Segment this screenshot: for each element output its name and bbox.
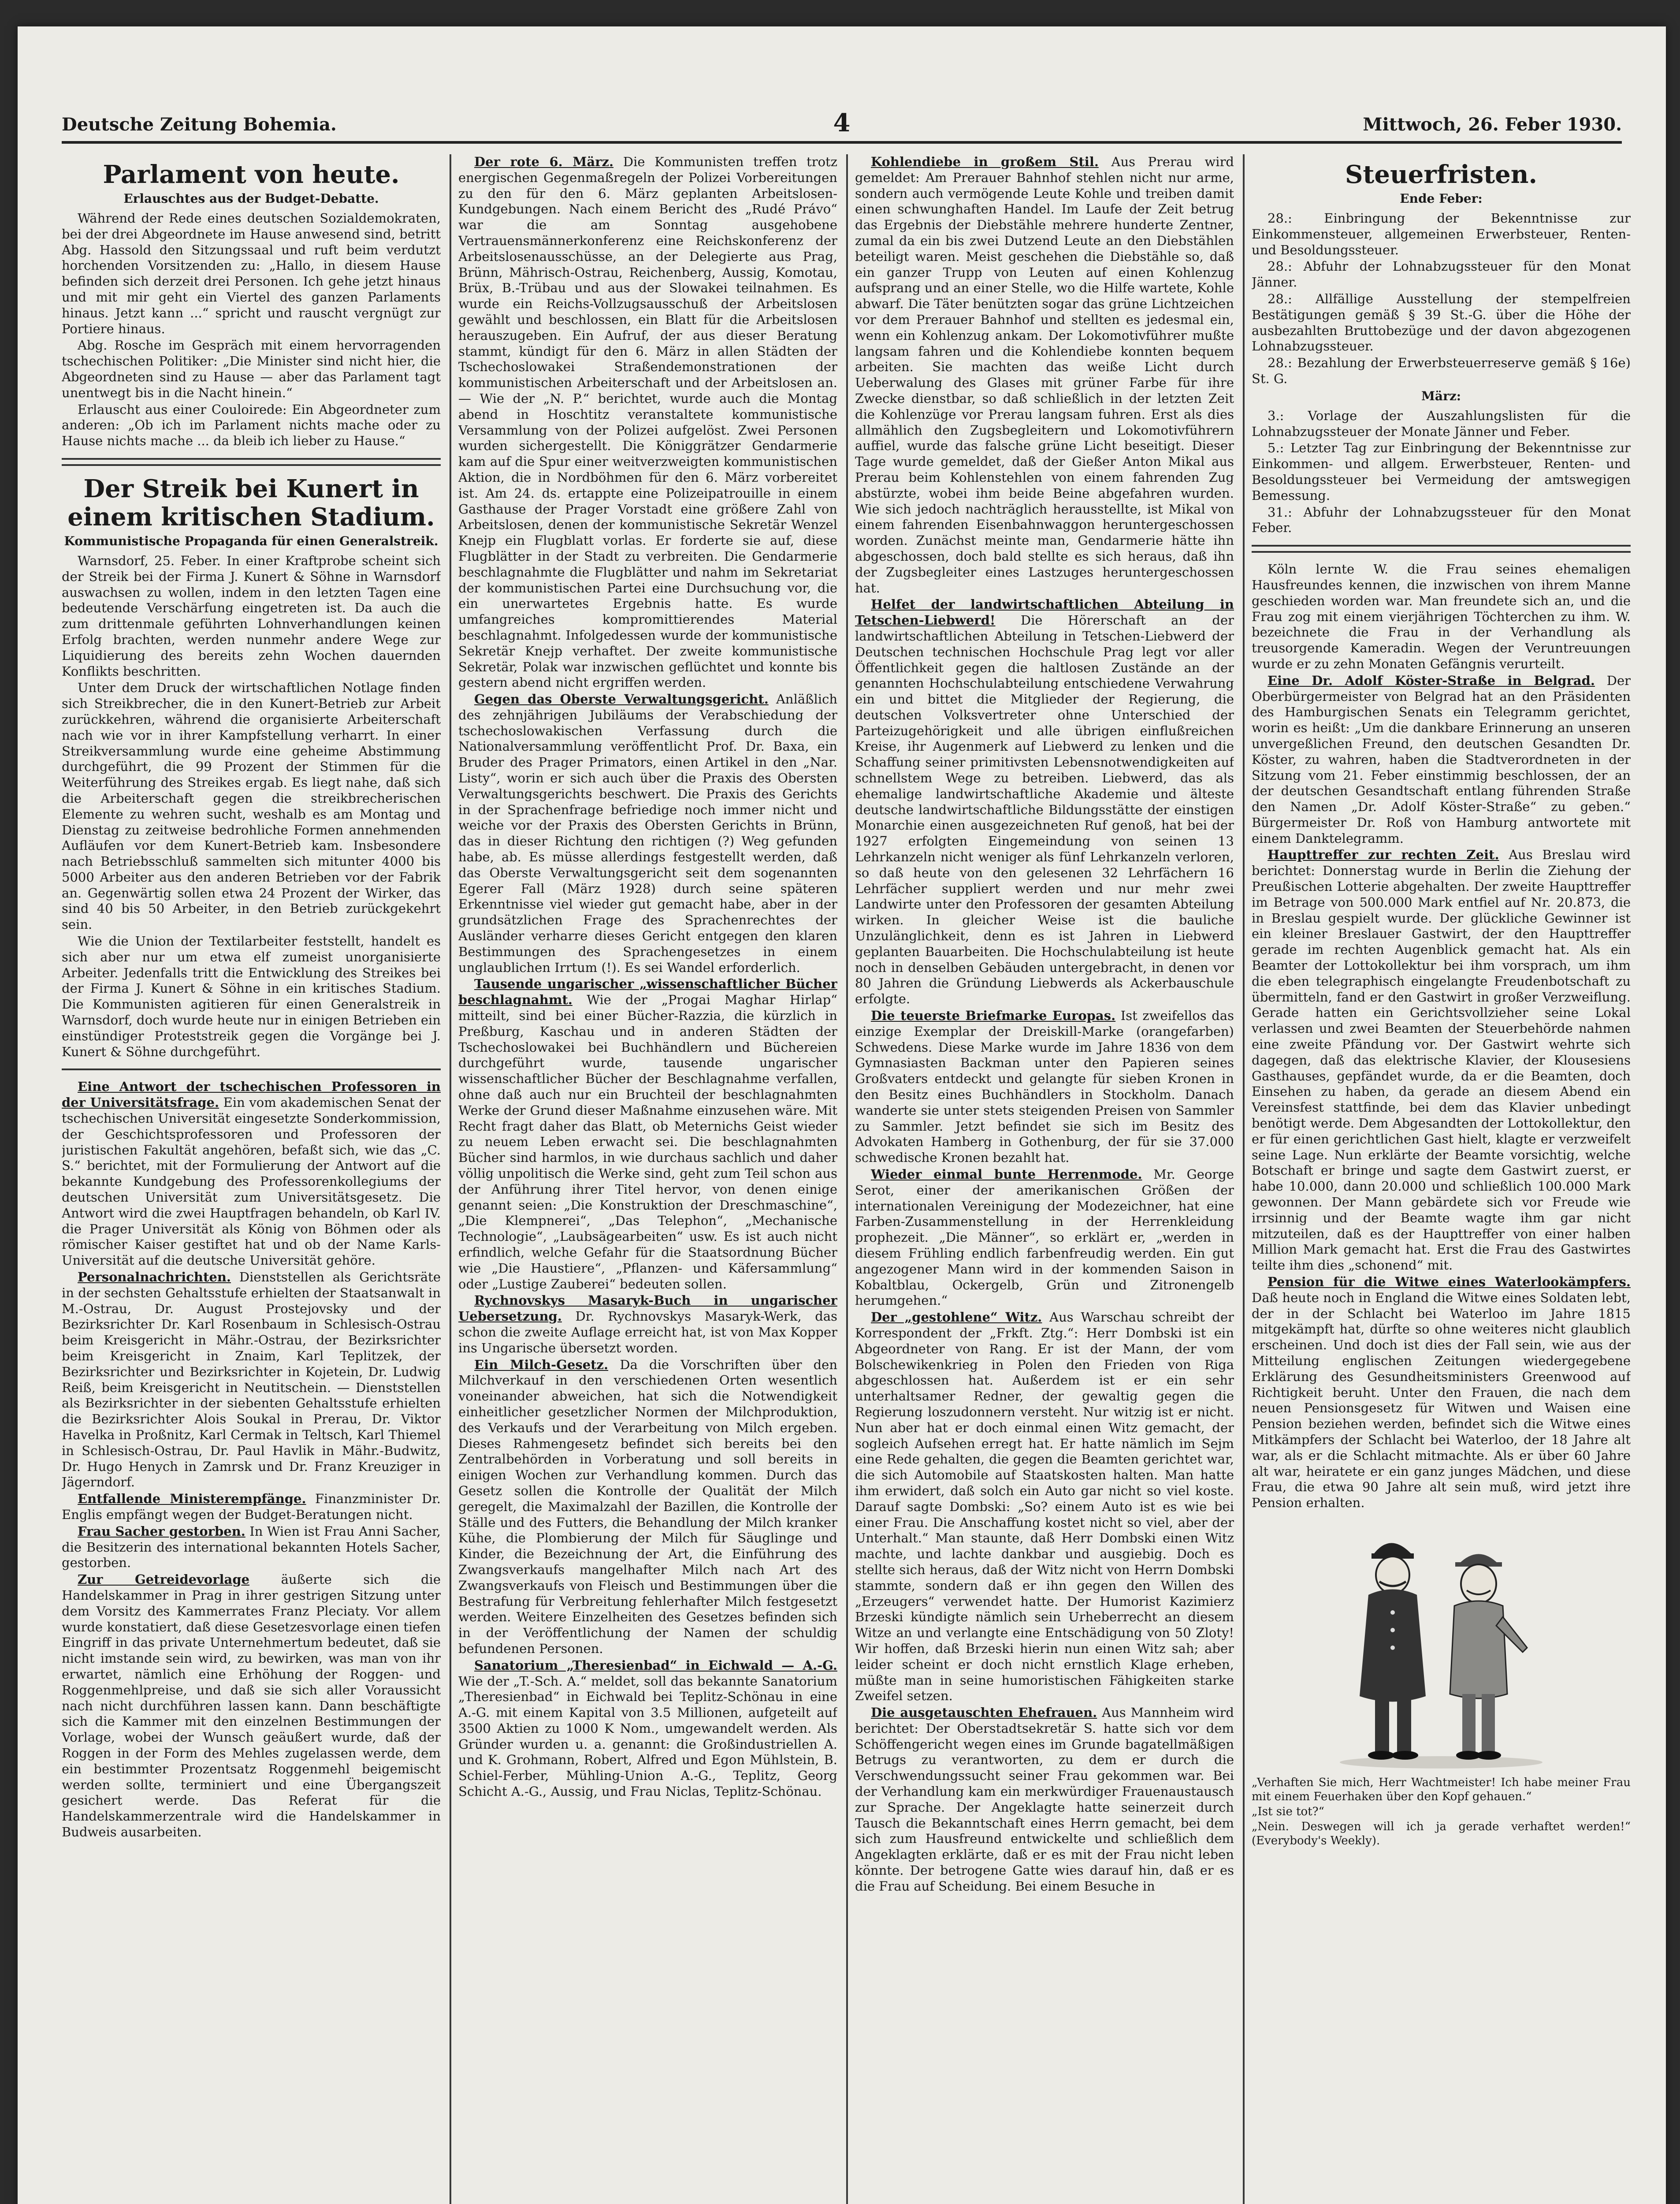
paragraph bbox=[855, 1705, 1234, 1895]
rubric: Haupttreffer zur rechten Zeit. bbox=[1267, 847, 1499, 863]
rubric: Sanatorium „Theresienbad“ in Eichwald — A.-G. bbox=[474, 1657, 837, 1673]
rubric: Frau Sacher gestorben. bbox=[78, 1523, 245, 1539]
rubric: Helfet der landwirtschaftlichen Abteilung in Tetschen-Liebwerd! bbox=[855, 597, 1234, 628]
rubric: Wieder einmal bunte Herrenmode. bbox=[871, 1167, 1142, 1182]
rubric: Die ausgetauschten Ehefrauen. bbox=[871, 1705, 1097, 1720]
paragraph bbox=[62, 1524, 441, 1571]
paragraph bbox=[458, 692, 837, 975]
paragraph: Erlauscht aus einer Couloirede: Ein Abgeordneter zum anderen: „Ob ich im Parlament nichts mache oder zu Hause nichts mache ... da bleib ich lieber zu Hause.“ bbox=[62, 402, 441, 449]
rubric: Tausende ungarischer „wissenschaftlicher Bücher beschlagnahmt. bbox=[458, 976, 837, 1008]
paragraph bbox=[1252, 847, 1631, 1273]
column-rule bbox=[846, 154, 848, 2204]
section-divider bbox=[62, 458, 441, 466]
paragraph-text: Ein vom akademischen Senat der tschechischen Universität eingesetzte Sonderkommission, der Geschichtsprofessoren und Professoren der juristischen Fakultät angehören, befaßt sich, wie das „C. S.“ berichtet, mit der Formulierung der Antwort auf die bekannte Kundgebung des Professorenkollegiums der deutschen Universität zum Universitätsgesetz. Die Antwort wird die zwei Hauptfragen behandeln, ob Karl IV. die Prager Universität als König von Böhmen oder als römischer Kaiser gestiftet hat und ob der Name Karls-Universität auf die deutsche Universität gehöre. bbox=[62, 1095, 441, 1268]
paragraph bbox=[855, 597, 1234, 1007]
newspaper-page bbox=[18, 26, 1666, 2204]
rubric: Rychnovskys Masaryk-Buch in ungarischer Uebersetzung. bbox=[458, 1293, 837, 1324]
cartoon-illustration bbox=[1327, 1524, 1556, 1771]
paragraph-text: Die Hörerschaft an der landwirtschaftlichen Abteilung in Tetschen-Liebwerd der Deutschen technischen Hochschule Prag legt vor aller Öffentlichkeit gegen die haltlosen Zustände an der genannten Hochschulabteilung entschiedene Verwahrung ein und bittet die Mitglieder der Regierung, die deutschen Volksvertreter ohne Unterschied der Parteizugehörigkeit und alle übrigen einflußreichen Kreise, ihr Augenmerk auf Liebwerd zu lenken und die Schaffung seiner primitivsten Lebensnotwendigkeiten auf schnellstem Wege zu betreiben. Liebwerd, das als ehemalige landwirtschaftliche Akademie und älteste deutsche landwirtschaftliche Bildungsstätte der einstigen Monarchie einen ausgezeichneten Ruf genoß, hat bei der 1927 erfolgten Eingemeindung von seinen 13 Lehrkanzeln nicht weniger als fünf Lehrkanzeln verloren, so daß heute von den gelesenen 32 Lehrfächern 16 Lehrfächer suppliert werden und nur mehr zwei Landwirte unter den Professoren der gesamten Abteilung wirken. In gleicher Weise ist die bauliche Unzulänglichkeit, denn es ist Jahren in Liebwerd geplanten Bauarbeiten. Die Hochschulabteilung ist heute noch in denselben Gebäuden untergebracht, in denen vor 80 Jahren die Gründung Liebwerds als Ackerbauschule erfolgte. bbox=[855, 613, 1234, 1007]
column-4 bbox=[1252, 154, 1631, 2204]
paragraph-text: Wie der „T.-Sch. A.“ meldet, soll das bekannte Sanatorium „Theresienbad“ in Eichwald bei Teplitz-Schönau in eine A.-G. mit einem Kapital von 3.5 Millionen, aufgeteilt auf 3500 Aktien zu 1000 K Nom., umgewandelt werden. Als Gründer wurden u. a. genannt: die Großindustriellen A. und K. Grohmann, Robert, Alfred und Egon Mühlstein, B. Schiel-Ferber, Mühling-Union A.-G., Teplitz, Georg Schicht A.-G., Aussig, und Frau Niclas, Teplitz-Schönau. bbox=[458, 1673, 837, 1799]
paragraph: Warnsdorf, 25. Feber. In einer Kraftprobe scheint sich der Streik bei der Firma J. Kunert & Söhne in Warnsdorf auswachsen zu wollen, indem in den letzten Tagen eine bedeutende Verschärfung eingetreten ist. Da auch die zum drittenmale geführten Lohnverhandlungen keinen Erfolg brachten, werden nunmehr andere Wege zur Liquidierung des bereits zehn Wochen dauernden Konflikts beschritten. bbox=[62, 553, 441, 679]
rubric: Ein Milch-Gesetz. bbox=[474, 1357, 609, 1372]
rubric: Der rote 6. März. bbox=[474, 154, 614, 169]
paragraph bbox=[458, 976, 837, 1292]
header-date: Mittwoch, 26. Feber 1930. bbox=[1363, 114, 1622, 135]
headline-parlament: Parlament von heute. bbox=[103, 160, 400, 189]
paragraph: 28.: Bezahlung der Erwerbsteuerreserve gemäß § 16e) St. G. bbox=[1252, 355, 1631, 386]
subhead-ende-feber: Ende Feber: bbox=[1400, 191, 1483, 206]
paragraph-text: Aus Prerau wird gemeldet: Am Prerauer Bahnhof stehlen nicht nur arme, sondern auch vermögende Leute Kohle und treiben damit einen schwunghaften Handel. Im Laufe der Zeit betrug das Ergebnis der Diebstähle mehrere hunderte Zentner, zumal da ein bis zwei Dutzend Leute an den Diebstählen beteiligt waren. Meist geschehen die Diebstähle so, daß ein ganzer Trupp von Leuten auf einen Kohlenzug aufsprang und an einer Stelle, wo die Hilfe wartete, Kohle abwarf. Die Täter benützten sogar das grüne Lichtzeichen vor dem Prerauer Bahnhof und stellten es jedesmal ein, wenn ein Kohlenzug ankam. Der Lokomotivführer mußte langsam fahren und die Kohlendiebe konnten bequem arbeiten. Sie machten das weiße Licht durch Ueberwalung des Glases mit grüner Farbe für ihre Zwecke dienstbar, so daß schließlich in der letzten Zeit die Kohlenzüge vor Prerau langsam fuhren. Erst als dies allmählich den Zugsbegleitern und Lokomotivführern auffiel, wurde das falsche grüne Licht beseitigt. Dieser Tage wurde gemeldet, daß der Gießer Anton Mikal aus Prerau beim Kohlenstehlen von einem fahrenden Zug abstürzte, wobei ihm beide Beine abgefahren wurden. Wie sich jedoch nachträglich herausstellte, ist Mikal von einem fahrenden Eisenbahnwaggon heruntergeschossen worden. Zunächst meinte man, Gendarmerie hätte ihn abgeschossen, doch bald stellte es sich heraus, daß ihn der Zugsbegleiter eines Lastzuges heruntergeschossen hat. bbox=[855, 154, 1234, 596]
rubric: Gegen das Oberste Verwaltungsgericht. bbox=[474, 692, 769, 707]
cartoon-caption: „Ist sie tot?“ bbox=[1252, 1805, 1324, 1818]
paragraph-text: Ist zweifellos das einzige Exemplar der Dreiskill-Marke (orangefarben) Schwedens. Diese Marke wurde im Jahre 1836 von dem Gymnasiasten Backman unter den Papieren seines Großvaters entdeckt und gelangte für sieben Kronen in den Besitz eines Buchhändlers in Stockholm. Danach wanderte sie unter stets steigenden Preisen von Sammler zu Sammler. Jetzt befindet sie sich im Besitz des Advokaten Hamberg in Gothenburg, der für sie 37.000 schwedische Kronen bezahlt hat. bbox=[855, 1008, 1234, 1165]
subhead-maerz: März: bbox=[1421, 388, 1461, 403]
section-divider bbox=[1252, 545, 1631, 553]
paragraph bbox=[855, 1310, 1234, 1704]
rubric: Pension für die Witwe eines Waterlookämpfers. bbox=[1267, 1274, 1631, 1289]
cartoon-caption: „Nein. Deswegen will ich ja gerade verhaftet werden!“ (Everybody's Weekly). bbox=[1252, 1820, 1631, 1847]
headline-streik: Der Streik bei Kunert in einem kritischen Stadium. bbox=[67, 474, 435, 532]
paragraph: 28.: Einbringung der Bekenntnisse zur Einkommensteuer, allgemeinen Erwerbsteuer, Renten- und Besoldungssteuer. bbox=[1252, 211, 1631, 257]
rubric: Die teuerste Briefmarke Europas. bbox=[871, 1008, 1116, 1024]
column-2 bbox=[458, 154, 837, 2204]
cartoon-caption: „Verhaften Sie mich, Herr Wachtmeister! Ich habe meiner Frau mit einem Feuerhaken über den Kopf gehauen.“ bbox=[1252, 1776, 1631, 1803]
paragraph bbox=[458, 1658, 837, 1800]
paragraph: 28.: Allfällige Ausstellung der stempelfreien Bestätigungen gemäß § 39 St.-G. über die Höhe der ausbezahlten Bruttobezüge und der davon abgezogenen Lohnabzugssteuer. bbox=[1252, 291, 1631, 354]
rubric: Eine Dr. Adolf Köster-Straße in Belgrad. bbox=[1267, 673, 1595, 688]
paragraph: Unter dem Druck der wirtschaftlichen Notlage finden sich Streikbrecher, die in den Kunert-Betrieb zur Arbeit zurückkehren, während die organisierte Arbeiterschaft nach wie vor in ihrer Kampfstellung verharrt. In einer Streikversammlung wurde eine geheime Abstimmung durchgeführt, die 99 Prozent der Stimmen für die Weiterführung des Streikes ergab. Es liegt nahe, daß sich die Arbeiterschaft gegen die streikbrecherischen Elemente zu wehren sucht, weshalb es am Montag und Dienstag zu zeitweise bedrohliche Formen annehmenden Aufläufen vor dem Kunert-Betrieb kam. Insbesondere nach Betriebsschluß sammelten sich mitunter 4000 bis 5000 Arbeiter aus den anderen Betrieben vor der Fabrik an. Gegenwärtig sollen etwa 24 Prozent der Wirker, das sind 40 bis 50 Arbeiter, in den Betrieb zurückgekehrt sein. bbox=[62, 680, 441, 932]
paragraph bbox=[62, 1491, 441, 1523]
rubric: Der „gestohlene“ Witz. bbox=[871, 1310, 1042, 1325]
column-rule bbox=[450, 154, 451, 2204]
paragraph-text: Aus Breslau wird berichtet: Donnerstag wurde in Berlin die Ziehung der Preußischen Lotterie abgehalten. Der zweite Haupttreffer im Betrage von 500.000 Mark entfiel auf Nr. 20.873, die in Breslau gespielt wurde. Der glückliche Gewinner ist ein kleiner Breslauer Gastwirt, der den Haupttreffer gerade im rechten Augenblick gemacht hat. Als ein Beamter der Lottokollektur bei ihm vorsprach, um ihm die eben telegraphisch eingelangte Freudenbotschaft zu übermitteln, fand er den Gastwirt in großer Verzweiflung. Gerade hatten ein Gerichtsvollzieher seine Lokal verlassen und zwei Beamten der Steuerbehörde nahmen eine zweite Pfändung vor. Der Gastwirt wehrte sich dagegen, daß das elektrische Klavier, der Klousesiens Gasthauses, gepfändet wurde, da er die Beamten, doch Einsehen zu haben, da gerade an diesem Abend ein Vereinsfest stattfinde, bei dem das Klavier unbedingt benötigt werde. Dem Abgesandten der Lottokollektur, den er für einen gerichtlichen Gast hielt, klagte er verzweifelt seine Lage. Nun erklärte der Beamte vorsichtig, welche Botschaft er bringe und sagte dem Gastwirt zuerst, er habe 10.000, dann 20.000 und schließlich 100.000 Mark gewonnen. Der Mann gebärdete sich vor Freude wie irrsinnig und der Beamte wagte ihm gar nicht mitzuteilen, daß es der Haupttreffer von einer halben Million Mark gemacht hat. Erst die Frau des Gastwirtes teilte ihm dies „schonend“ mit. bbox=[1252, 847, 1631, 1273]
subhead-parlament: Erlauschtes aus der Budget-Debatte. bbox=[123, 191, 379, 206]
paragraph-text: Dr. Rychnovskys Masaryk-Werk, das schon die zweite Auflage erreicht hat, ist von Max Kopper ins Ungarische übersetzt worden. bbox=[458, 1309, 837, 1355]
paragraph-text: Der Oberbürgermeister von Belgrad hat an den Präsidenten des Hamburgischen Senats ein Telegramm gerichtet, worin es heißt: „Um die dankbare Erinnerung an unseren unvergeßlichen Freund, den deutschen Gesandten Dr. Köster, zu wahren, haben die Stadtverordneten in der Sitzung vom 21. Feber einstimmig beschlossen, der an der deutschen Gesandtschaft entlang führenden Straße den Namen „Dr. Adolf Köster-Straße“ zu geben.“ Bürgermeister Dr. Roß von Hamburg antwortete mit einem Danktelegramm. bbox=[1252, 673, 1631, 846]
subhead-streik: Kommunistische Propaganda für einen Generalstreik. bbox=[64, 533, 439, 548]
page-number: 4 bbox=[833, 108, 851, 138]
header-masthead: Deutsche Zeitung Bohemia. bbox=[62, 114, 337, 135]
paragraph: 28.: Abfuhr der Lohnabzugssteuer für den Monat Jänner. bbox=[1252, 259, 1631, 290]
paragraph bbox=[855, 154, 1234, 596]
column-rule bbox=[1243, 154, 1245, 2204]
paragraph bbox=[458, 154, 837, 691]
rubric: Kohlendiebe in großem Stil. bbox=[871, 154, 1099, 169]
paragraph: Wie die Union der Textilarbeiter feststellt, handelt es sich aber nur um etwa elf zumeist unorganisierte Arbeiter. Jedenfalls tritt die Entwicklung des Streikes bei der Firma J. Kunert & Söhne in ein kritisches Stadium. Die Kommunisten agitieren für einen Generalstreik in Warnsdorf, doch wurde heute nur in einigen Betrieben ein einstündiger Proteststreik gegen die Vorgänge bei J. Kunert & Söhne durchgeführt. bbox=[62, 934, 441, 1059]
paragraph: 31.: Abfuhr der Lohnabzugssteuer für den Monat Feber. bbox=[1252, 504, 1631, 536]
rubric: Eine Antwort der tschechischen Professoren in der Universitätsfrage. bbox=[62, 1079, 441, 1110]
paragraph bbox=[1252, 1274, 1631, 1511]
paragraph: Köln lernte W. die Frau seines ehemaligen Hausfreundes kennen, die inzwischen von ihrem Manne geschieden worden war. Man freundete sich an, und die Frau zog mit einem vierjährigen Töchterchen zu ihm. W. bezeichnete die Frau in der Verhandlung als treusorgende Kameradin. Wegen der Veruntreuungen wurde er zu zehn Monaten Gefängnis verurteilt. bbox=[1252, 562, 1631, 671]
paragraph bbox=[1252, 673, 1631, 847]
paragraph bbox=[458, 1357, 837, 1657]
paragraph: Während der Rede eines deutschen Sozialdemokraten, bei der drei Abgeordnete im Hause anwesend sind, betritt Abg. Hassold den Sitzungssaal und ruft beim verdutzt horchenden Vorsitzenden zu: „Hallo, in diesem Hause befinden sich derzeit drei Personen. Ich gehe jetzt hinaus und mit mir geht ein Viertel des ganzen Parlaments hinaus. Jetzt kann ...“ spricht und rauscht vergnügt zur Portiere hinaus. bbox=[62, 211, 441, 336]
paragraph-text: In Wien ist Frau Anni Sacher, die Besitzerin des international bekannten Hotels Sacher, gestorben. bbox=[62, 1523, 441, 1571]
paragraph-text: Mr. George Serot, einer der amerikanischen Größen der internationalen Vereinigung der Modezeichner, hat eine Farben-Zusammenstellung in der Herrenkleidung prophezeit. „Die Männer“, so erklärt er, „werden in diesem Frühling endlich farbenfreudig werden. Ein gut angezogener Mann wird in der kommenden Saison in Kobaltblau, Ockergelb, Grün und Zitronengelb herumgehen.“ bbox=[855, 1167, 1234, 1308]
paragraph-text: Aus Mannheim wird berichtet: Der Oberstadtsekretär S. hatte sich vor dem Schöffengericht wegen eines im Grunde bagatellmäßigen Betrugs zu verantworten, zu dem er durch die Verschwendungssucht seiner Frau gekommen war. Bei der Verhandlung kam ein merkwürdiger Frauenaustausch zur Sprache. Der Angeklagte hatte seinerzeit durch Tausch die Bekanntschaft eines Herrn gemacht, bei dem sich zum Hausfreund entwickelte und schließlich dem Angeklagten erklärte, daß er es mit der Frau nicht leben könnte. Der betrogene Gatte wies darauf hin, daß er es die Frau auf Scheidung. Bei einem Besuche in bbox=[855, 1705, 1234, 1894]
paragraph-text: Die Kommunisten treffen trotz energischen Gegenmaßregeln der Polizei Vorbereitungen zu den für den 6. März geplanten Arbeitslosen-Kundgebungen. Nach einem Bericht des „Rudé Právo“ war die am Sonntag ausgehobene Vertrauensmännerkonferenz eine Reichskonferenz der Arbeitslosenausschüsse, an der Delegierte aus Prag, Brünn, Mährisch-Ostrau, Reichenberg, Aussig, Komotau, Brüx, B.-Trübau und aus der Slowakei teilnahmen. Es wurde ein Reichs-Vollzugsausschuß der Arbeitslosen gewählt und beschlossen, ein Blatt für die Arbeitslosen herauszugeben. Ein Aufruf, der aus dieser Beratung stammt, kündigt für den 6. März in allen Städten der Tschechoslowakei Straßendemonstrationen der kommunistischen Arbeiterschaft und der Arbeitslosen an. — Wie der „N. P.“ berichtet, wurde auch die Montag abend in Hoschtitz veranstaltete kommunistische Versammlung von der Polizei aufgelöst. Zwei Personen wurden sichergestellt. Die Königgrätzer Gendarmerie kam auf die Spur einer weitverzweigten kommunistischen Aktion, die in Nordböhmen für den 6. März vorbereitet ist. Am 24. ds. ertappte eine Polizeipatrouille in einem Gasthause der Prager Vorstadt eine größere Zahl von Arbeitslosen, denen der kommunistische Sekretär Wenzel Knejp ein Flugblatt vorlas. Er forderte sie auf, diese Flugblätter in der Stadt zu verbreiten. Die Gendarmerie beschlagnahmte die Flugblätter und nahm im Sekretariat der kommunistischen Partei eine Durchsuchung vor, die ein unerwartetes Ergebnis hatte. Es wurde umfangreiches kompromittierendes Material beschlagnahmt. Infolgedessen wurde der kommunistische Sekretär Knejp verhaftet. Der zweite kommunistische Sekretär, Polak war inzwischen geflüchtet und konnte bis gestern abend nicht ergriffen werden. bbox=[458, 154, 837, 690]
paragraph-text: Aus Warschau schreibt der Korrespondent der „Frkft. Ztg.“: Herr Dombski ist ein Abgeordneter von Rang. Er ist der Mann, der vom Bolschewikenkrieg in Polen den Frieden von Riga abgeschlossen hat. Außerdem ist er ein sehr unterhaltsamer Redner, der gewaltig gegen die Regierung loszudonnern versteht. Nur witzig ist er nicht. Nun aber hat er doch einmal einen Witz gemacht, der sogleich Aufsehen erregt hat. Er hatte nämlich im Sejm eine Rede gehalten, die gegen die Beamten gerichtet war, die sich Automobile auf Staatskosten halten. Man hatte ihm erwidert, daß solch ein Auto gar nicht so viel koste. Darauf sagte Dombski: „So? einem Auto ist es wie bei einer Frau. Die Anschaffung kostet nicht so viel, aber der Unterhalt.“ Man staunte, daß Herr Dombski einen Witz machte, und lachte dankbar und ausgiebig. Doch es stellte sich heraus, daß der Witz nicht von Herrn Dombski stammte, sondern daß er ihn gegen den Willen des „Erzeugers“ verwendet hatte. Der Humorist Kazimierz Brzeski kündigte nämlich sein Urheberrecht an diesem Witze an und verlangte eine Entschädigung von 50 Zloty! Wir hoffen, daß Brzeski hierin nun einen Witz sah; aber leider scheint er doch nicht ernstlich Klage erheben, müßte man in seine humoristischen Fähigkeiten starke Zweifel setzen. bbox=[855, 1310, 1234, 1704]
paragraph bbox=[62, 1079, 441, 1269]
paragraph-text: Finanzminister Dr. Englis empfängt wegen der Budget-Beratungen nicht. bbox=[62, 1491, 441, 1522]
rubric: Personalnachrichten. bbox=[78, 1270, 231, 1285]
paragraph bbox=[458, 1293, 837, 1356]
paragraph-text: Dienststellen als Gerichtsräte in der sechsten Gehaltsstufe erhielten der Staatsanwalt in M.-Ostrau, Dr. August Prostejovsky und der Bezirksrichter Dr. Karl Rosenbaum in Schlesisch-Ostrau beim Kreisgericht in Mähr.-Ostrau, der Bezirksrichter beim Kreisgericht in Znaim, Karl Teplitzek, der Bezirksrichter und Bezirksrichter in Kojetein, Dr. Ludwig Reiß, beim Kreisgericht in Neutitschein. — Dienststellen als Bezirksrichter in der siebenten Gehaltsstufe erhielten die Bezirksrichter Alois Soukal in Prerau, Dr. Viktor Havelka in Proßnitz, Karl Cermak in Teltsch, Karl Thiemel in Schlesisch-Ostrau, Dr. Paul Havlik in Mähr.-Budwitz, Dr. Hugo Henych in Zamrsk und Dr. Franz Kreuziger in Jägerndorf. bbox=[62, 1270, 441, 1490]
paragraph bbox=[855, 1008, 1234, 1166]
paragraph: Abg. Rosche im Gespräch mit einem hervorragenden tschechischen Politiker: „Die Minister sind nicht hier, die Abgeordneten sind zu Hause — aber das Parlament tagt unentwegt bis in die Nacht hinein.“ bbox=[62, 338, 441, 400]
paragraph bbox=[62, 1572, 441, 1840]
columns bbox=[62, 154, 1631, 2204]
headline-steuerfristen: Steuerfristen. bbox=[1345, 160, 1537, 189]
paragraph-text: äußerte sich die Handelskammer in Prag in ihrer gestrigen Sitzung unter dem Vorsitz des Kammerrates Franz Pleciaty. Vor allem wurde konstatiert, daß diese Gesetzesvorlage einen tiefen Eingriff in das private Unternehmertum bedeutet, daß sie nicht imstande sein wird, zu bewirken, was man von ihr erwartet, nämlich eine Erhöhung der Roggen- und Roggenmehlpreise, und daß sie sich aller Voraussicht nach nicht durchführen lassen kann. Dann beschäftigte sich die Kammer mit den einzelnen Bestimmungen der Vorlage, wobei der Wunsch geäußert wurde, daß der Roggen in der Form des Mehles zugelassen werde, dem ein bestimmter Prozentsatz Roggenmehl beigemischt werden sollte, terminiert und eine Übergangszeit gesichert werde. Das Referat für die Handelskammerzentrale wird die Handelskammer in Budweis ausarbeiten. bbox=[62, 1572, 441, 1839]
paragraph bbox=[62, 1270, 441, 1490]
cartoon-drawing bbox=[1327, 1524, 1556, 1771]
paragraph-text: Daß heute noch in England die Witwe eines Soldaten lebt, der in der Schlacht bei Waterloo im Jahre 1815 mitgekämpft hat, dürfte so ohne weiteres nicht glaublich erscheinen. Und doch ist dies der Fall sein, wie aus der Mitteilung englischen Zeitungen wiedergegebene Erklärung des Gesundheitsministers Greenwood auf Richtigkeit beruht. Unter den Frauen, die nach dem neuen Pensionsgesetz für Witwen und Waisen eine Pension beziehen werden, befindet sich die Witwe eines Mitkämpfers der Schlacht bei Waterloo, der 18 Jahre alt war, als er die Schlacht mitmachte. Als er über 60 Jahre alt war, heiratete er ein ganz junges Mädchen, und diese Frau, die etwa 90 Jahre alt sein muß, wird jetzt ihre Pension erhalten. bbox=[1252, 1290, 1631, 1511]
rubric: Entfallende Ministerempfänge. bbox=[78, 1491, 306, 1507]
column-1 bbox=[62, 154, 441, 2204]
rubric: Zur Getreidevorlage bbox=[78, 1572, 250, 1587]
paragraph: 5.: Letzter Tag zur Einbringung der Bekenntnisse zur Einkommen- und allgem. Erwerbsteuer, Renten- und Besoldungssteuer bei Vermeidung der amtswegigen Bemessung. bbox=[1252, 440, 1631, 503]
page-header bbox=[62, 101, 1622, 144]
column-3 bbox=[855, 154, 1234, 2204]
paragraph-text: Wie der „Progai Maghar Hirlap“ mitteilt, sind bei einer Bücher-Razzia, die kürzlich in Preßburg, Kaschau und in anderen Städten der Tschechoslowakei bei Buchhändlern und Büchereien durchgeführt wurde, tausende ungarischer wissenschaftlicher Bücher der Beschlagnahme verfallen, ohne daß auch nur ein Bruchteil der beschlagnahmten Werke der Grund dieser Maßnahme einzusehen wäre. Mit Recht fragt daher das Blatt, ob Meternichs Geist wieder zu neuem Leben erwacht sei. Die beschlagnahmten Bücher sind harmlos, in wie durchaus sachlich und daher völlig unpolitisch die Werke sind, geht zum Teil schon aus der Anführung ihrer Titel hervor, von denen einige genannt seien: „Die Konstruktion der Dreschmaschine“, „Die Klempnerei“, „Das Telephon“, „Mechanische Technologie“, „Laubsägearbeiten“ usw. Es ist auch nicht erfindlich, welche Gefahr für die Staatsordnung Bücher wie „Die Haustiere“, „Pflanzen- und Käfersammlung“ oder „Lustige Zauberei“ bedeuten sollen. bbox=[458, 992, 837, 1292]
section-divider bbox=[62, 1068, 441, 1070]
paragraph-text: Da die Vorschriften über den Milchverkauf in den verschiedenen Orten wesentlich voneinander abweichen, hat sich die Notwendigkeit einheitlicher gesetzlicher Normen der Milchproduktion, des Verkaufs und der Verarbeitung von Milch ergeben. Dieses Rahmengesetz befindet sich bereits bei den Zentralbehörden in Vorberatung und soll bereits in einigen Wochen zur Verhandlung kommen. Durch das Gesetz sollen die Kontrolle der Qualität der Milch geregelt, die Maximalzahl der Bazillen, die Kontrolle der Ställe und des Futters, die Behandlung der Milch kranker Kühe, die Plombierung der Milch für Säuglinge und Kinder, die Bezeichnung der Art, die Einführung des Zwangsverkaufs mangelhafter Milch nach Art des Zwangsverkaufs von Fleisch und Bestimmungen über die Bestrafung für Verbreitung fehlerhafter Milch festgesetzt werden. Weitere Einzelheiten des Gesetzes befinden sich in der Veröffentlichung der Namen der schuldig befundenen Personen. bbox=[458, 1357, 837, 1656]
paragraph: 3.: Vorlage der Auszahlungslisten für die Lohnabzugssteuer der Monate Jänner und Feber. bbox=[1252, 408, 1631, 439]
paragraph-text: Anläßlich des zehnjährigen Jubiläums der Verabschiedung der tschechoslowakischen Verfassung durch die Nationalversammlung veröffentlicht Prof. Dr. Baxa, ein Bruder des Prager Primators, einen Artikel in den „Nar. Listy“, worin er sich auch über die Praxis des Obersten Verwaltungsgerichts beschwert. Die Praxis des Gerichts in der Sprachenfrage befriedige noch immer nicht und weiche vor der Praxis des Obersten Gerichts in Brünn, das in dieser Richtung den richtigen (?) Weg gefunden habe, ab. Es müsse allerdings festgestellt werden, daß das Oberste Verwaltungsgericht seit dem sogenannten Egerer Fall (März 1928) durch seine späteren Erkenntnisse viel wieder gut gemacht habe, aber in der grundsätzlichen Frage des Sprachenrechtes der Ausländer verharre dieses Gericht entgegen den klaren Bestimmungen des Sprachengesetzes in einem unglaublichen Irrtum (!). Es sei Wandel erforderlich. bbox=[458, 692, 837, 975]
paragraph bbox=[855, 1167, 1234, 1309]
